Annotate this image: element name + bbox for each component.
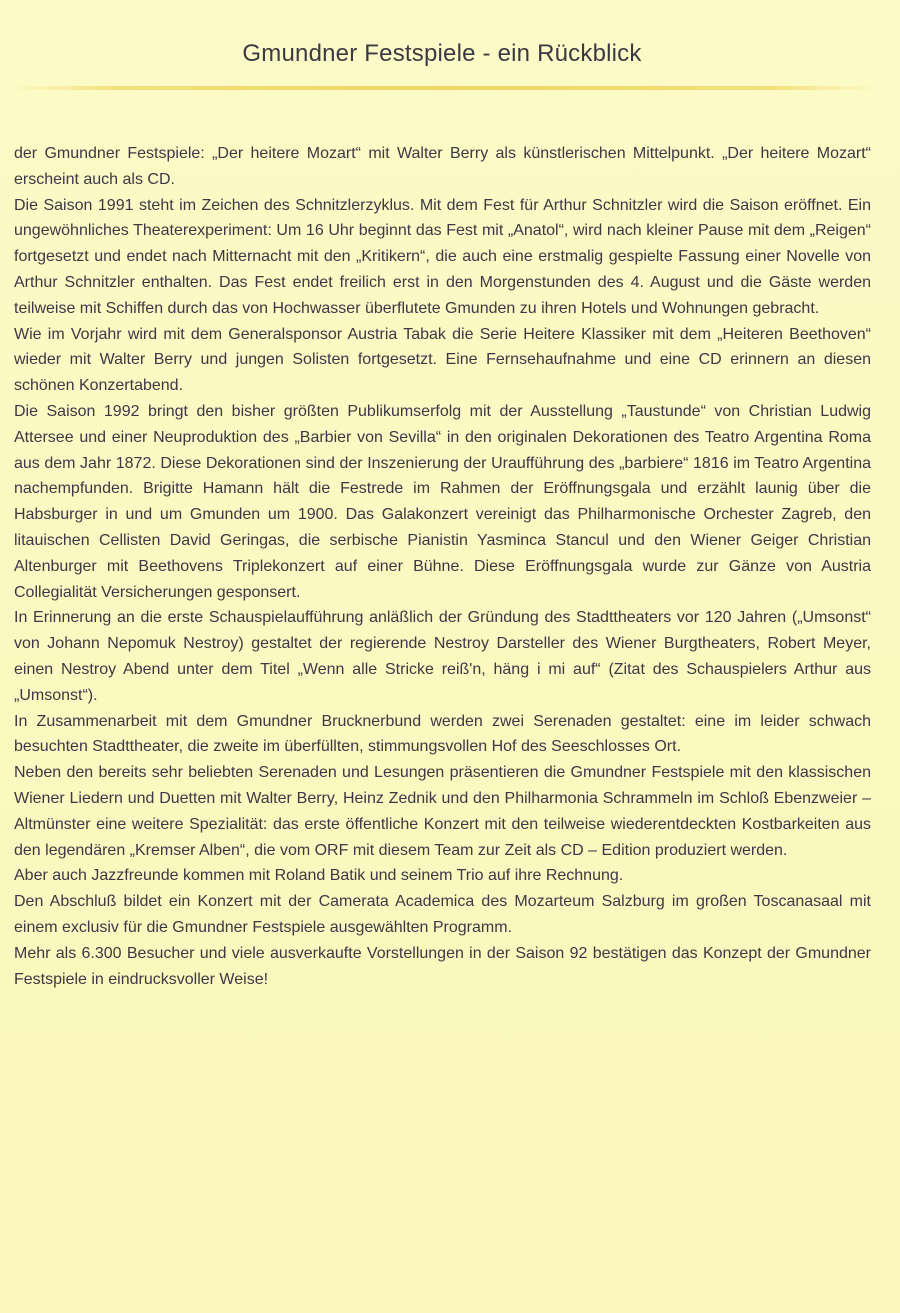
paragraph-wiener-lieder: Neben den bereits sehr beliebten Serenaden und Lesungen präsentieren die Gmundner Festspiele mit den klassischen Wiener Liedern und Duetten mit Walter Berry, Heinz Zednik und den Philharmonia Schrammeln im Schloß Ebenzweier – Altmünster eine weitere Spezialität: das erste öffentliche Konzert mit den teilweise wiederentdeckten Kostbarkeiten aus den legendären „Kremser Alben“, die vom ORF mit diesem Team zur Zeit als CD – Edition produziert werden.	[14, 764, 871, 859]
paragraph-besucher: Mehr als 6.300 Besucher und viele ausverkaufte Vorstellungen in der Saison 92 bestätigen das Konzept der Gmundner Festspiele in eindrucksvoller Weise!	[14, 944, 871, 988]
paragraph-nestroy-abend: In Erinnerung an die erste Schauspielaufführung anläßlich der Gründung des Stadttheaters vor 120 Jahren („Umsonst“ von Johann Nepomuk Nestroy) gestaltet der regierende Nestroy Darsteller des Wiener Burgtheaters, Robert Meyer, einen Nestroy Abend unter dem Titel „Wenn alle Stricke reiß'n, häng i mi auf“ (Zitat des Schauspielers Arthur aus „Umsonst“).	[14, 609, 871, 704]
paragraph-saison-1992: Die Saison 1992 bringt den bisher größten Publikumserfolg mit der Ausstellung „Taustunde“ von Christian Ludwig Attersee und einer Neuproduktion des „Barbier von Sevilla“ in den originalen Dekorationen des Teatro Argentina Roma aus dem Jahr 1872. Diese Dekorationen sind der Inszenierung der Uraufführung des „barbiere“ 1816 im Teatro Argentina nachempfunden. Brigitte Hamann hält die Festrede im Rahmen der Eröffnungsgala und erzählt launig über die Habsburger in und um Gmunden um 1900. Das Galakonzert vereinigt das Philharmonische Orchester Zagreb, den litauischen Cellisten David Geringas, die serbische Pianistin Yasminca Stancul und den Wiener Geiger Christian Altenburger mit Beethovens Triplekonzert auf einer Bühne. Diese Eröffnungsgala wurde zur Gänze von Austria Collegialität Versicherungen gesponsert.	[14, 402, 871, 601]
paragraph-mozart-intro: der Gmundner Festspiele: „Der heitere Mozart“ mit Walter Berry als künstlerischen Mittelpunkt. „Der heitere Mozart“ erscheint auch als CD.	[14, 145, 871, 188]
paragraph-abschluss: Den Abschluß bildet ein Konzert mit der Camerata Academica des Mozarteum Salzburg im großen Toscanasaal mit einem exclusiv für die Gmundner Festspiele ausgewählten Programm.	[14, 893, 871, 936]
paragraph-jazz: Aber auch Jazzfreunde kommen mit Roland Batik und seinem Trio auf ihre Rechnung.	[14, 867, 624, 885]
paragraph-saison-1991: Die Saison 1991 steht im Zeichen des Schnitzlerzyklus. Mit dem Fest für Arthur Schnitzler wird die Saison eröffnet. Ein ungewöhnliches Theaterexperiment: Um 16 Uhr beginnt das Fest mit „Anatol“, wird nach kleiner Pause mit dem „Reigen“ fortgesetzt und endet nach Mitternacht mit den „Kritikern“, die auch eine erstmalig gespielte Fassung einer Novelle von Arthur Schnitzler enthalten. Das Fest endet freilich erst in den Morgenstunden des 4. August und die Gäste werden teilweise mit Schiffen durch das von Hochwasser überflutete Gmunden zu ihren Hotels und Wohnungen gebracht.	[14, 196, 871, 317]
paragraph-heiterer-beethoven: Wie im Vorjahr wird mit dem Generalsponsor Austria Tabak die Serie Heitere Klassiker mit dem „Heiteren Beethoven“ wieder mit Walter Berry und jungen Solisten fortgesetzt. Eine Fernsehaufnahme und eine CD erinnern an diesen schönen Konzertabend.	[14, 325, 871, 395]
article-body	[14, 141, 871, 992]
page-title: Gmundner Festspiele - ein Rückblick	[242, 40, 642, 67]
paragraph-serenaden: In Zusammenarbeit mit dem Gmundner Brucknerbund werden zwei Serenaden gestaltet: eine im leider schwach besuchten Stadttheater, die zweite im überfüllten, stimmungsvollen Hof des Seeschlosses Ort.	[14, 712, 871, 756]
title-underline-rule	[14, 86, 874, 90]
